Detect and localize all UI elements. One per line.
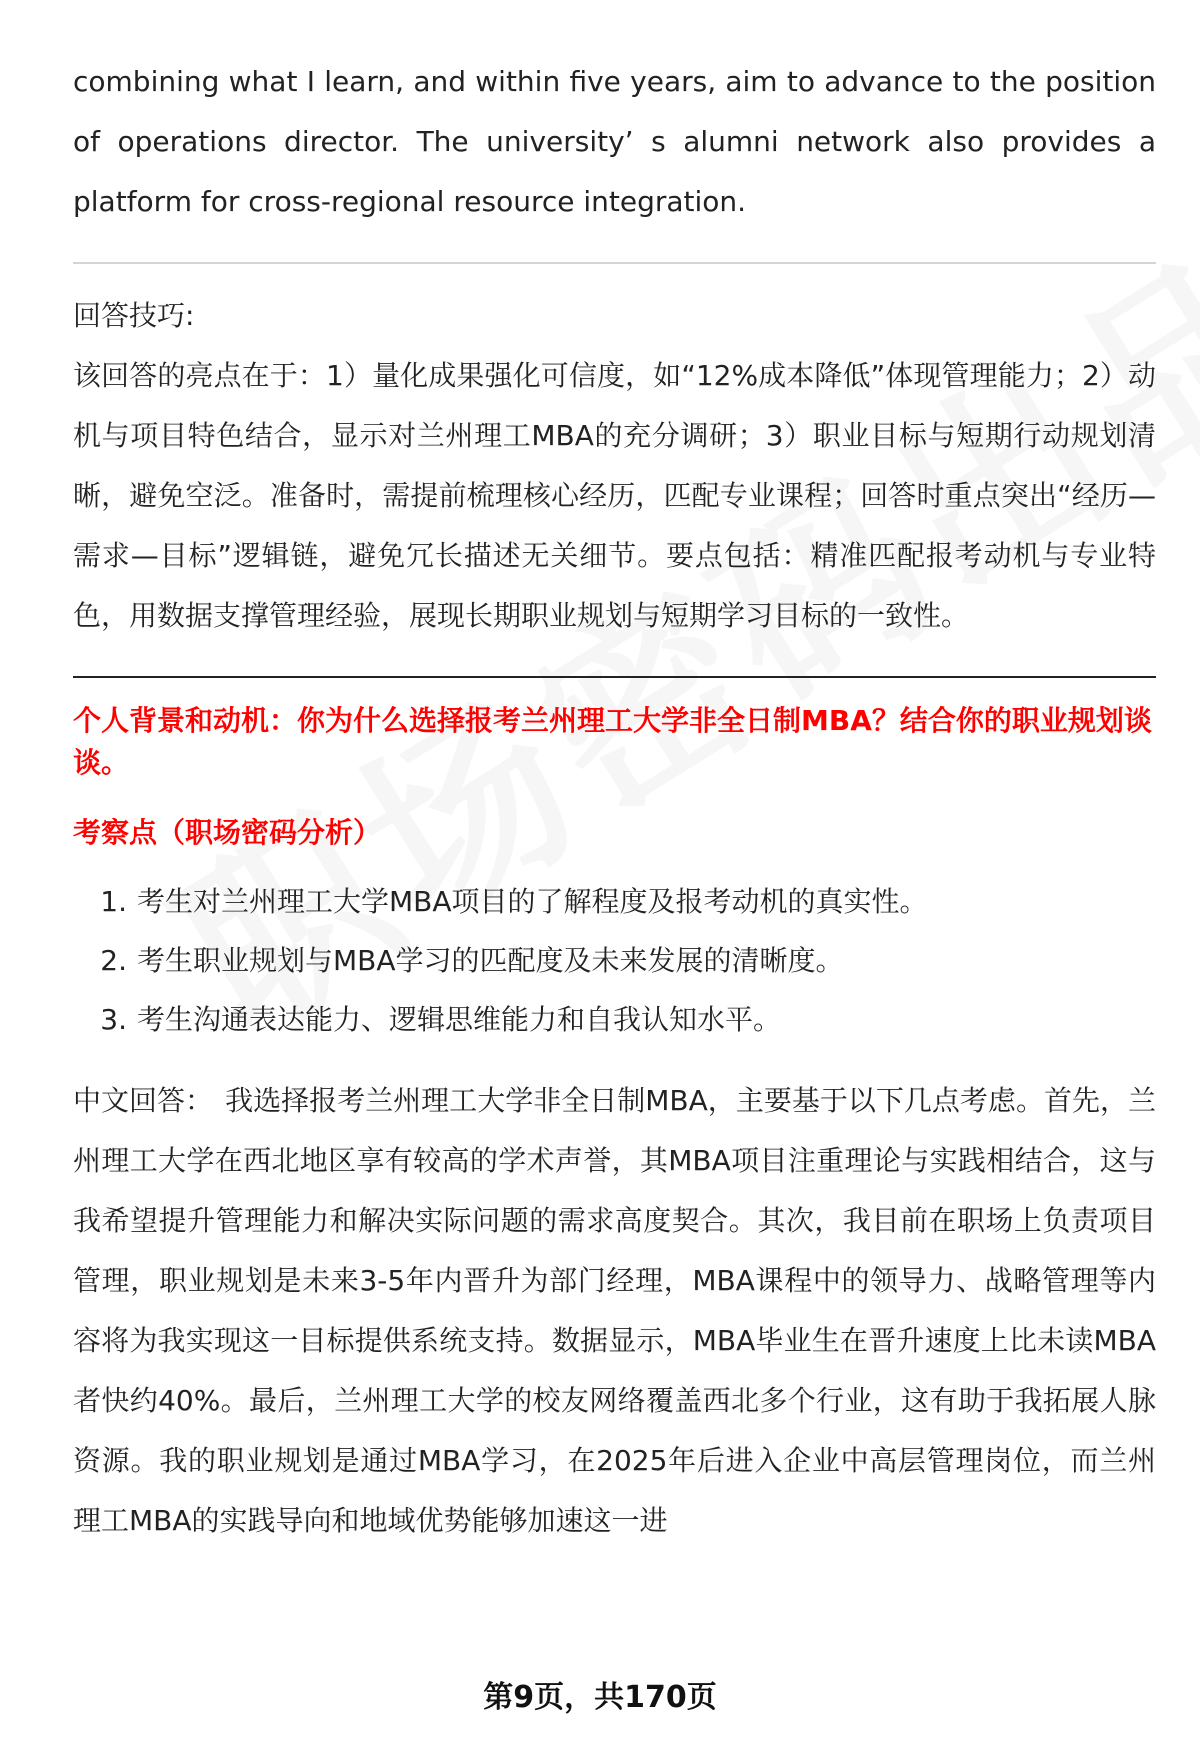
tips-label: 回答技巧:: [73, 299, 195, 332]
answer-text: 我选择报考兰州理工大学非全日制MBA，主要基于以下几点考虑。首先，兰州理工大学在西北地区享有较高的学术声誉，其MBA项目注重理论与实践相结合，这与我希望提升管理能力和解决实际问题的需求高度契合。其次，我目前在职场上负责项目管理，职业规划是未来3-5年内晋升为部门经理，MBA课程中的领导力、战略管理等内容将为我实现这一目标提供系统支持。数据显示，MBA毕业生在晋升速度上比未读MBA者快约40%。最后，兰州理工大学的校友网络覆盖西北多个行业，这有助于我拓展人脉资源。我的职业规划是通过MBA学习，在2025年后进入企业中高层管理岗位，而兰州理工MBA的实践导向和地域优势能够加速这一进: [73, 1084, 1156, 1537]
question-title: 个人背景和动机：你为什么选择报考兰州理工大学非全日制MBA？结合你的职业规划谈谈。: [73, 704, 1152, 779]
list-item-text: 考生对兰州理工大学MBA项目的了解程度及报考动机的真实性。: [137, 885, 928, 918]
dark-divider: [73, 676, 1156, 678]
list-item: [73, 990, 1156, 1049]
page-number: 第9页，共170页: [483, 1680, 717, 1715]
focus-points-list: [73, 872, 1156, 1049]
intro-paragraph: combining what I learn, and within five years, aim to advance to the position of operations director. The university’ s alumni network also provides a platform for cross-regional resource integration.: [73, 65, 1156, 218]
focus-title: 考察点（职场密码分析）: [73, 816, 382, 849]
tips-paragraph: 该回答的亮点在于：1）量化成果强化可信度，如“12%成本降低”体现管理能力；2）动机与项目特色结合，显示对兰州理工MBA的充分调研；3）职业目标与短期行动规划清晰，避免空泛。准备时，需提前梳理核心经历，匹配专业课程；回答时重点突出“经历—需求—目标”逻辑链，避免冗长描述无关细节。要点包括：精准匹配报考动机与专业特色，用数据支撑管理经验，展现长期职业规划与短期学习目标的一致性。: [73, 359, 1156, 632]
list-item: [73, 931, 1156, 990]
list-item-text: 考生职业规划与MBA学习的匹配度及未来发展的清晰度。: [137, 944, 844, 977]
document-page: [73, 52, 1156, 1551]
list-item-number: 3.: [100, 1003, 127, 1036]
list-item-number: 1.: [100, 885, 127, 918]
list-item-text: 考生沟通表达能力、逻辑思维能力和自我认知水平。: [137, 1003, 782, 1036]
answer-label: 中文回答：: [73, 1084, 214, 1117]
list-item-number: 2.: [100, 944, 127, 977]
light-divider: [73, 262, 1156, 264]
answer-paragraph: [73, 1071, 1156, 1551]
list-item: [73, 872, 1156, 931]
